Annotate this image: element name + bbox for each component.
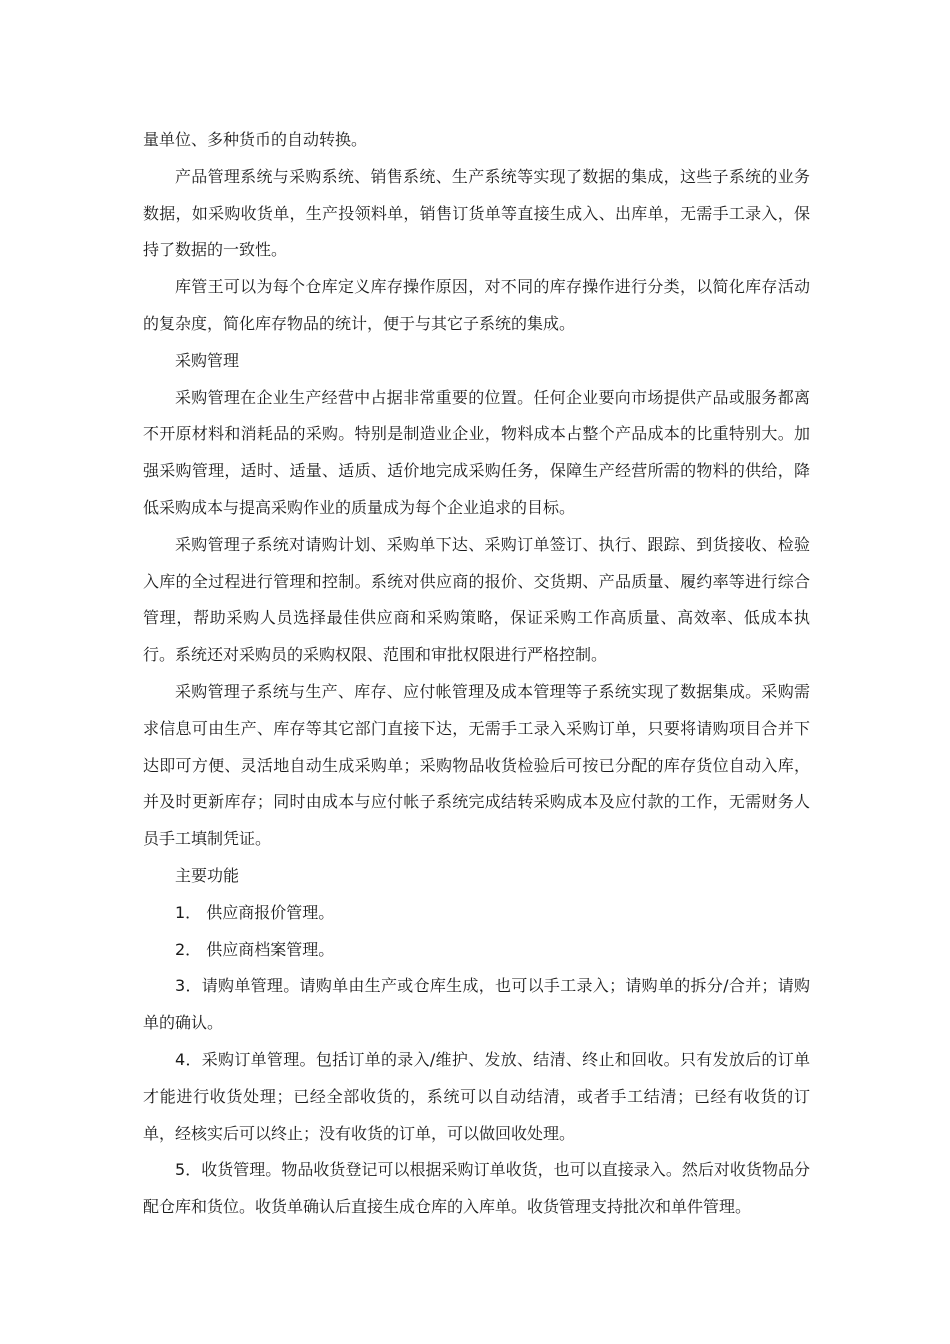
list-item-supplier-records: 2． 供应商档案管理。 — [175, 939, 335, 959]
paragraph-data-integration: 产品管理系统与采购系统、销售系统、生产系统等实现了数据的集成，这些子系统的业务数据，如采购收货单，生产投领料单，销售订货单等直接生成入、出库单，无需手工录入，保持了数据的一致性。 — [143, 166, 810, 260]
list-item-receiving: 5．收货管理。物品收货登记可以根据采购订单收货，也可以直接录入。然后对收货物品分配仓库和货位。收货单确认后直接生成仓库的入库单。收货管理支持批次和单件管理。 — [143, 1160, 810, 1217]
paragraph-inventory-reasons: 库管王可以为每个仓库定义库存操作原因，对不同的库存操作进行分类，以简化库存活动的复杂度，简化库存物品的统计，便于与其它子系统的集成。 — [143, 277, 810, 333]
paragraph-continuation: 量单位、多种货币的自动转换。 — [143, 130, 368, 149]
paragraph-purchasing-intro: 采购管理在企业生产经营中占据非常重要的位置。任何企业要向市场提供产品或服务都离不开原材料和消耗品的采购。特别是制造业企业，物料成本占整个产品成本的比重特别大。加强采购管理，适时、适量、适质、适价地完成采购任务，保障生产经营所需的物料的供给，降低采购成本与提高采购作业的质量成为每个企业追求的目标。 — [143, 387, 810, 517]
document-body — [143, 122, 810, 1226]
paragraph-purchasing-control: 采购管理子系统对请购计划、采购单下达、采购订单签订、执行、跟踪、到货接收、检验入库的全过程进行管理和控制。系统对供应商的报价、交货期、产品质量、履约率等进行综合管理，帮助采购人员选择最佳供应商和采购策略，保证采购工作高质量、高效率、低成本执行。系统还对采购员的采购权限、范围和审批权限进行严格控制。 — [143, 534, 810, 665]
section-heading-main-functions: 主要功能 — [175, 865, 240, 885]
list-item-supplier-quotes: 1． 供应商报价管理。 — [175, 902, 335, 922]
section-heading-purchasing: 采购管理 — [175, 350, 240, 370]
list-item-requisition: 3．请购单管理。请购单由生产或仓库生成，也可以手工录入；请购单的拆分/合并；请购单的确认。 — [143, 976, 810, 1033]
paragraph-purchasing-integration: 采购管理子系统与生产、库存、应付帐管理及成本管理等子系统实现了数据集成。采购需求信息可由生产、库存等其它部门直接下达，无需手工录入采购订单，只要将请购项目合并下达即可方便、灵活地自动生成采购单；采购物品收货检验后可按已分配的库存货位自动入库，并及时更新库存；同时由成本与应付帐子系统完成结转采购成本及应付款的工作，无需财务人员手工填制凭证。 — [143, 681, 810, 849]
list-item-purchase-orders: 4．采购订单管理。包括订单的录入/维护、发放、结清、终止和回收。只有发放后的订单才能进行收货处理；已经全部收货的，系统可以自动结清，或者手工结清；已经有收货的订单，经核实后可以终止；没有收货的订单，可以做回收处理。 — [143, 1049, 810, 1143]
